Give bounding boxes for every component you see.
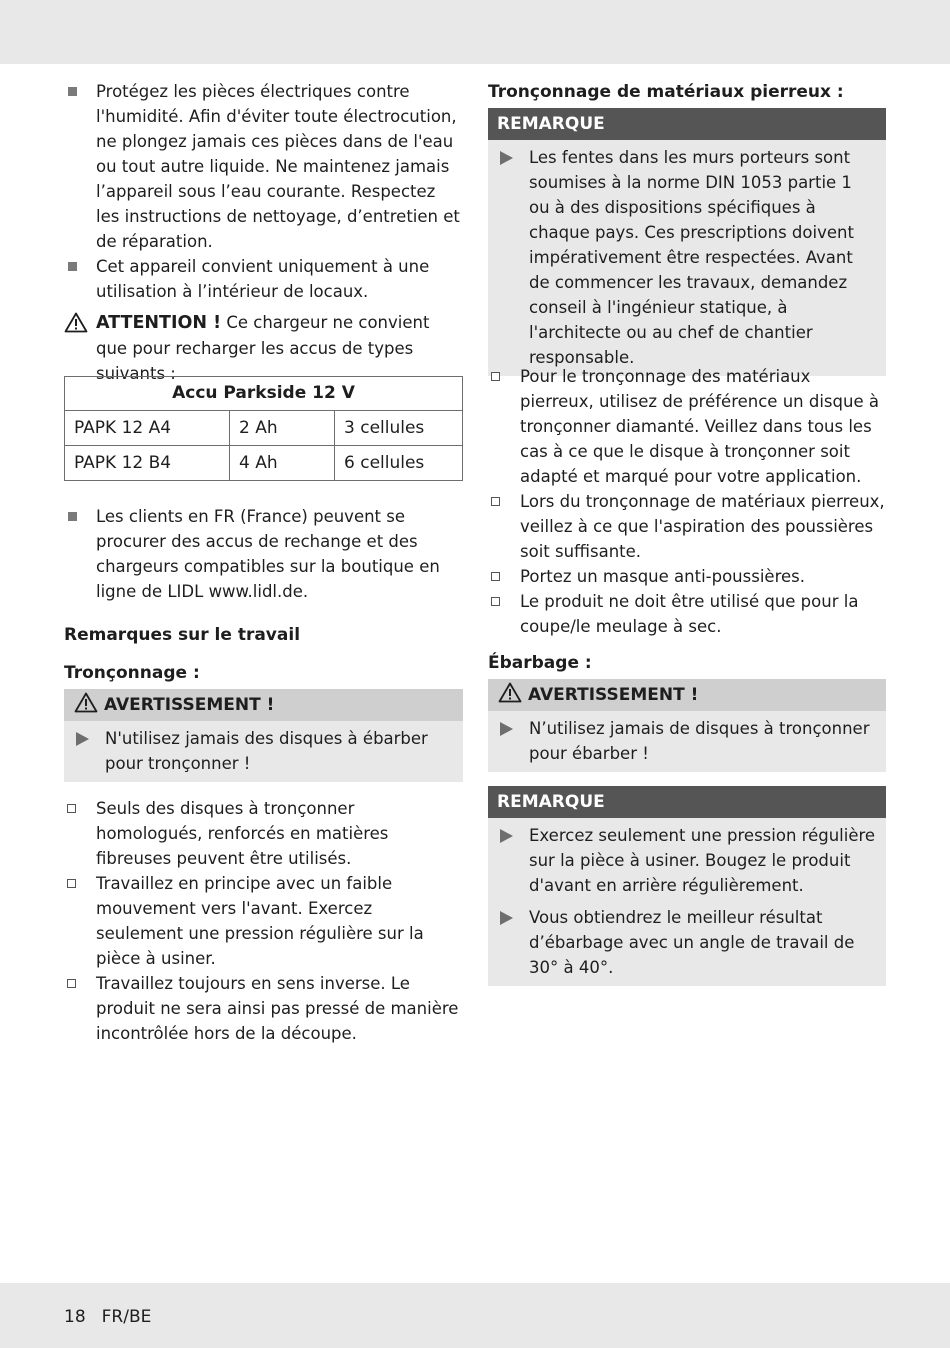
list-item: Les clients en FR (France) peuvent se procurer des accus de rechange et des chargeurs compatibles sur la boutique en ligne de LIDL www.lidl.de. xyxy=(64,504,463,604)
list-item: Exercez seulement une pression régulière sur la pièce à usiner. Bougez le produit d'avant en arrière régulièrement. xyxy=(498,823,876,898)
table-row xyxy=(65,411,463,446)
table-cell: 6 cellules xyxy=(335,446,463,481)
attention-text: Ce chargeur ne convient que pour recharger les accus de types suivants : xyxy=(96,313,430,383)
table-cell: 4 Ah xyxy=(230,446,335,481)
section-heading-stone: Tronçonnage de matériaux pierreux : xyxy=(488,82,844,102)
remark-box-deburr xyxy=(488,786,886,986)
warning-box-title: AVERTISSEMENT ! xyxy=(488,679,886,711)
battery-table xyxy=(64,376,463,481)
arrow-bullet-icon xyxy=(500,829,513,843)
warning-triangle-icon xyxy=(498,682,522,703)
list-item: Seuls des disques à tronçonner homologués, renforcés en matières fibreuses peuvent être utilisés. xyxy=(64,796,463,871)
warning-box-body xyxy=(488,711,886,772)
remark-box-title: REMARQUE xyxy=(488,108,886,140)
square-bullet-icon xyxy=(68,512,77,521)
arrow-bullet-icon xyxy=(500,722,513,736)
list-item: Travaillez toujours en sens inverse. Le produit ne sera ainsi pas pressé de manière incontrôlée hors de la découpe. xyxy=(64,971,463,1046)
list-item: N'utilisez jamais des disques à ébarber pour tronçonner ! xyxy=(74,726,453,776)
checklist-stone xyxy=(488,364,886,639)
checkbox-bullet-icon xyxy=(491,372,500,381)
list-item: Protégez les pièces électriques contre l'humidité. Afin d'éviter toute électrocution, ne plongez jamais ces pièces dans de l'eau ou tout autre liquide. Ne maintenez jamais l’appareil sous l’eau courante. Respectez les instructions de nettoyage, d’entretien et de réparation. xyxy=(64,79,463,254)
checkbox-bullet-icon xyxy=(67,879,76,888)
arrow-bullet-icon xyxy=(500,151,513,165)
page-footer xyxy=(64,1305,151,1329)
checkbox-bullet-icon xyxy=(491,597,500,606)
list-item: Travaillez en principe avec un faible mouvement vers l'avant. Exercez seulement une pression régulière sur la pièce à usiner. xyxy=(64,871,463,971)
list-item: Pour le tronçonnage des matériaux pierreux, utilisez de préférence un disque à tronçonner diamanté. Veillez dans tous les cas à ce que le disque à tronçonner soit adapté et marqué pour votre application. xyxy=(488,364,886,489)
arrow-bullet-icon xyxy=(76,732,89,746)
locale-label: FR/BE xyxy=(101,1307,152,1327)
remark-box-body xyxy=(488,818,886,986)
warning-box-cutting xyxy=(64,689,463,782)
page-number: 18 xyxy=(64,1307,86,1327)
warning-box-deburr xyxy=(488,679,886,772)
table-cell: PAPK 12 A4 xyxy=(65,411,230,446)
list-item: Cet appareil convient uniquement à une utilisation à l’intérieur de locaux. xyxy=(64,254,463,304)
list-item: Vous obtiendrez le meilleur résultat d’ébarbage avec un angle de travail de 30° à 40°. xyxy=(498,905,876,980)
arrow-bullet-icon xyxy=(500,911,513,925)
table-row xyxy=(65,446,463,481)
warning-box-title: AVERTISSEMENT ! xyxy=(64,689,463,721)
attention-note xyxy=(64,310,463,386)
bullet-list-fr xyxy=(64,504,463,604)
list-item: Portez un masque anti-poussières. xyxy=(488,564,886,589)
attention-label: ATTENTION ! xyxy=(96,313,222,333)
list-item: N’utilisez jamais de disques à tronçonner pour ébarber ! xyxy=(498,716,876,766)
checklist-cutting xyxy=(64,796,463,1046)
list-item: Les fentes dans les murs porteurs sont soumises à la norme DIN 1053 partie 1 ou à des dispositions spécifiques à chaque pays. Ces prescriptions doivent impérativement être respectées. Avant de commencer les travaux, demandez conseil à l'ingénieur statique, à l'architecte ou au chef de chantier responsable. xyxy=(498,145,876,370)
warning-box-body xyxy=(64,721,463,782)
bullet-list-top xyxy=(64,79,463,304)
checkbox-bullet-icon xyxy=(67,979,76,988)
checkbox-bullet-icon xyxy=(491,572,500,581)
table-cell: PAPK 12 B4 xyxy=(65,446,230,481)
checkbox-bullet-icon xyxy=(67,804,76,813)
table-cell: 2 Ah xyxy=(230,411,335,446)
remark-box-title: REMARQUE xyxy=(488,786,886,818)
list-item: Le produit ne doit être utilisé que pour la coupe/le meulage à sec. xyxy=(488,589,886,639)
section-heading-work: Remarques sur le travail xyxy=(64,625,301,645)
list-item: Lors du tronçonnage de matériaux pierreux, veillez à ce que l'aspiration des poussières soit suffisante. xyxy=(488,489,886,564)
table-header: Accu Parkside 12 V xyxy=(65,377,463,411)
remark-box-stone xyxy=(488,108,886,376)
checkbox-bullet-icon xyxy=(491,497,500,506)
remark-box-body xyxy=(488,140,886,376)
warning-triangle-icon xyxy=(64,312,88,333)
section-heading-cutting: Tronçonnage : xyxy=(64,663,200,683)
square-bullet-icon xyxy=(68,262,77,271)
square-bullet-icon xyxy=(68,87,77,96)
section-heading-deburr: Ébarbage : xyxy=(488,653,592,673)
header-band xyxy=(0,0,950,64)
warning-triangle-icon xyxy=(74,692,98,713)
table-cell: 3 cellules xyxy=(335,411,463,446)
